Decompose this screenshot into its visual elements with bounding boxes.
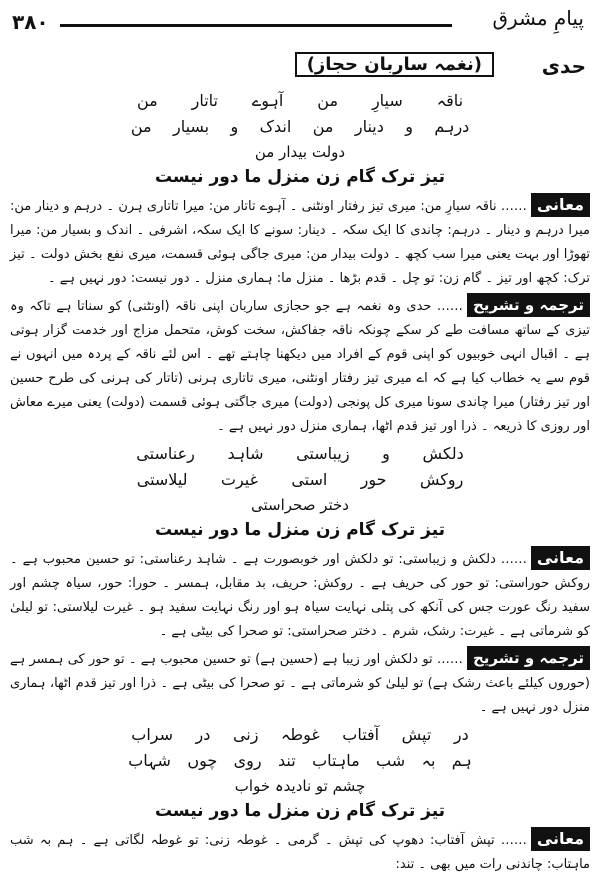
verse-word: بہ — [421, 751, 436, 770]
page-number: ۳۸۰ — [12, 10, 49, 34]
verse-word: من — [317, 91, 339, 110]
verse1-line3: دولت بیدار من — [254, 143, 346, 161]
verse-word: زیباستی — [296, 444, 350, 463]
verse-word: حور — [360, 470, 387, 489]
tarjuma2-text: …… تو دلکش اور زیبا ہے (حسین ہے) تو حسین محبوب ہے ۔ تو حور کی ہمسر ہے (حوروں کیلئے باعث رشک ہے) تو لیلیٰ کو شرماتی ہے ۔ تو صحرا کی بیٹی ہے ۔ ذرا اور تیز قدم اٹھا، ہماری منزل دور نہیں ہے ۔ — [10, 652, 590, 715]
verse3-line3: چشم تو نادیدہ خواب — [234, 777, 366, 795]
tarjuma1-paragraph — [10, 293, 590, 439]
verse-word: دینار — [354, 117, 384, 136]
verse-word: رعناستی — [136, 444, 195, 463]
verse3-refrain: تیز ترک گام زن منزل ما دور نیست — [154, 801, 446, 821]
verse-word: دلکش — [422, 444, 464, 463]
verse-word: آفتاب — [342, 725, 380, 744]
verse-word: من — [130, 117, 152, 136]
verse1-row1 — [10, 88, 590, 114]
section-title: حدی — [541, 54, 586, 78]
tarjuma-label: ترجمہ و تشریح — [467, 646, 590, 670]
maani-label: معانی — [531, 193, 590, 217]
verse-word: زنی — [232, 725, 259, 744]
verse-word: من — [312, 117, 334, 136]
maani3-text: …… تپش آفتاب: دھوپ کی تپش ۔ گرمی ۔ غوطہ زنی: تو غوطہ لگاتی ہے ۔ ہم بہ شب ماہتاب: چاندنی رات میں بھی ۔ تند: — [10, 833, 590, 872]
verse1-row2 — [10, 114, 590, 140]
verse3-row2 — [10, 748, 590, 774]
verse-word: آہوے — [251, 91, 284, 110]
maani2-paragraph — [10, 546, 590, 644]
page-header — [8, 4, 592, 34]
page-body — [10, 48, 590, 872]
verse-word: تاتار — [191, 91, 218, 110]
verse-word: ماہتاب — [312, 751, 360, 770]
section-subtitle: (نغمہ ساربان حجاز) — [295, 52, 494, 77]
verse-word: استی — [291, 470, 328, 489]
verse-word: سراب — [131, 725, 174, 744]
verse2-row2 — [10, 467, 590, 493]
section-heading — [10, 48, 590, 88]
verse-word: در — [195, 725, 211, 744]
verse-word: تند — [277, 751, 296, 770]
tarjuma1-text: …… حدی وہ نغمہ ہے جو حجازی ساربان اپنی ناقہ (اونٹنی) کو سناتا ہے تاکہ وہ تیزی کے ساتھ مسافت طے کر سکے چونکہ ناقہ جفاکش، سخت کوش، متحمل مزاج اور خدمت گزار ہوتی ہے ۔ اقبال انہی خوبیوں کو اپنی قوم کے افراد میں دیکھنا چاہتے تھے ۔ اس لئے ناقہ کے پردہ میں انہوں نے قوم سے یہ خطاب کیا ہے کہ اے میری تیز رفتار اونٹنی، میری تاتاری ہرنی (تاتار کی ہرنی کی طرح حسین اور تیز رفتار) میرا چاندی سونا میری کل پونجی (دولت) میری جاگتی ہوئی قسمت (دولت) یعنی میرے معاش اور روزی کا ذریعہ ۔ ذرا اور تیز قدم اٹھا، ہماری منزل دور نہیں ہے ۔ — [10, 299, 590, 434]
maani1-paragraph — [10, 193, 590, 291]
maani3-paragraph — [10, 827, 590, 877]
verse-word: لیلاستی — [136, 470, 188, 489]
verse-word: شاہد — [227, 444, 264, 463]
verse-word: روکش — [419, 470, 464, 489]
verse-word: چوں — [187, 751, 218, 770]
book-title: پیامِ مشرق — [492, 6, 584, 30]
verse-word: روی — [233, 751, 262, 770]
maani-label: معانی — [531, 827, 590, 851]
verse-word: درہم — [434, 117, 470, 136]
verse-word: و — [230, 117, 239, 136]
verse-word: غیرت — [220, 470, 258, 489]
verse-word: و — [405, 117, 414, 136]
verse2-row1 — [10, 441, 590, 467]
verse-word: ناقہ — [436, 91, 464, 110]
tarjuma2-paragraph — [10, 646, 590, 720]
verse-word: و — [382, 444, 390, 463]
verse-word: غوطہ — [280, 725, 320, 744]
verse2-refrain: تیز ترک گام زن منزل ما دور نیست — [154, 520, 446, 540]
verse-word: تپش — [401, 725, 432, 744]
verse3-row1 — [10, 722, 590, 748]
verse-word: در — [453, 725, 469, 744]
maani2-text: …… دلکش و زیباستی: تو دلکش اور خوبصورت ہے ۔ شاہد رعناستی: تو حسین محبوب ہے ۔ روکش حوراستی: تو حور کی حریف ہے ۔ روکش: حریف، بد مقابل، ہمسر ۔ حورا: حور، سیاہ چشم اور سفید رنگ عورت جس کی آنکھ کی پتلی نہایت سیاہ ہو اور رنگ نہایت سفید ہو ۔ غیرت لیلاستی: تو لیلیٰ کو شرماتی ہے ۔ غیرت: رشک، شرم ۔ دختر صحراستی: تو صحرا کی بیٹی ہے ۔ — [10, 552, 590, 639]
verse-word: بسیار — [172, 117, 210, 136]
verse-word: من — [136, 91, 158, 110]
verse-word: اندک — [259, 117, 292, 136]
verse-word: شب — [376, 751, 406, 770]
verse-word: سیارِ — [371, 91, 403, 110]
verse1-refrain: تیز ترک گام زن منزل ما دور نیست — [154, 167, 446, 187]
verse2-line3: دختر صحراستی — [251, 496, 349, 514]
verse-word: ہم — [451, 751, 472, 770]
verse-word: شہاب — [128, 751, 171, 770]
maani1-text: …… ناقہ سیارِ من: میری تیز رفتار اونٹنی ۔ آہوے تاتار من: میرا تاتاری ہرن ۔ درہم و دینار من: میرا درہم و دینار ۔ درہم: چاندی کا ایک سکہ ۔ دینار: سونے کا ایک سکہ، اشرفی ۔ اندک و بسیار من: میرا تھوڑا اور بہت یعنی میرا سب کچھ ۔ دولت بیدار من: میری جاگی ہوئی قسمت، میری نفع بخش دولت ۔ تیز ترک: کچھ اور تیز ۔ گام زن: تو چل ۔ قدم بڑھا ۔ منزل ما: ہماری منزل ۔ دور نیست: دور نہیں ہے ۔ — [10, 199, 590, 286]
maani-label: معانی — [531, 546, 590, 570]
tarjuma-label: ترجمہ و تشریح — [467, 293, 590, 317]
header-rule — [60, 24, 452, 27]
